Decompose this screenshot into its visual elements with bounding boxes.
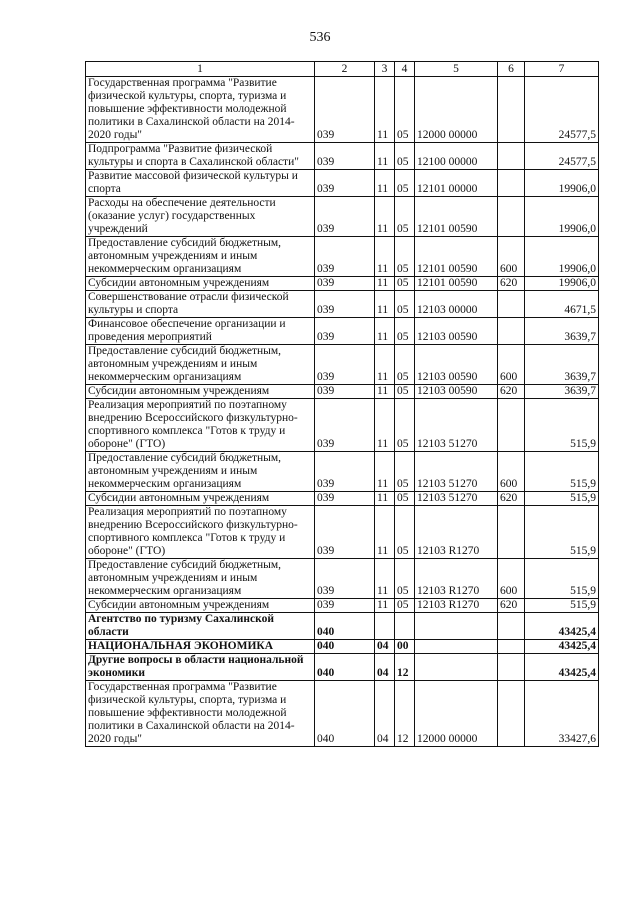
row-subsection-cell bbox=[395, 613, 415, 640]
row-expense-type-cell bbox=[498, 613, 525, 640]
row-target-article-cell: 12103 00590 bbox=[415, 318, 498, 345]
table-row bbox=[86, 599, 599, 613]
row-target-article-cell: 12101 00000 bbox=[415, 170, 498, 197]
row-target-article-cell: 12103 00590 bbox=[415, 345, 498, 385]
row-subsection-cell: 05 bbox=[395, 506, 415, 559]
row-ved-cell: 039 bbox=[315, 77, 375, 143]
row-target-article-cell: 12103 51270 bbox=[415, 492, 498, 506]
row-expense-type-cell: 600 bbox=[498, 452, 525, 492]
row-ved-cell: 039 bbox=[315, 506, 375, 559]
row-target-article-cell bbox=[415, 654, 498, 681]
row-expense-type-cell bbox=[498, 197, 525, 237]
row-target-article-cell: 12103 R1270 bbox=[415, 506, 498, 559]
row-amount-cell: 33427,6 bbox=[525, 681, 599, 747]
row-expense-type-cell bbox=[498, 681, 525, 747]
row-subsection-cell: 05 bbox=[395, 385, 415, 399]
row-ved-cell: 039 bbox=[315, 277, 375, 291]
row-target-article-cell: 12000 00000 bbox=[415, 77, 498, 143]
row-target-article-cell: 12100 00000 bbox=[415, 143, 498, 170]
row-amount-cell: 3639,7 bbox=[525, 385, 599, 399]
row-name-cell: Расходы на обеспечение деятельности (оказание услуг) государственных учреждений bbox=[86, 197, 315, 237]
row-target-article-cell bbox=[415, 613, 498, 640]
row-expense-type-cell: 620 bbox=[498, 277, 525, 291]
row-expense-type-cell bbox=[498, 640, 525, 654]
table-row bbox=[86, 318, 599, 345]
table-row bbox=[86, 399, 599, 452]
header-cell: 3 bbox=[375, 62, 395, 77]
row-ved-cell: 039 bbox=[315, 492, 375, 506]
row-amount-cell: 24577,5 bbox=[525, 77, 599, 143]
table-row bbox=[86, 681, 599, 747]
table-row bbox=[86, 506, 599, 559]
row-amount-cell: 24577,5 bbox=[525, 143, 599, 170]
row-amount-cell: 515,9 bbox=[525, 399, 599, 452]
row-expense-type-cell bbox=[498, 399, 525, 452]
row-expense-type-cell bbox=[498, 77, 525, 143]
row-subsection-cell: 05 bbox=[395, 291, 415, 318]
row-name-cell: Финансовое обеспечение организации и проведения мероприятий bbox=[86, 318, 315, 345]
row-amount-cell: 515,9 bbox=[525, 506, 599, 559]
budget-table bbox=[85, 61, 599, 747]
row-expense-type-cell bbox=[498, 318, 525, 345]
row-amount-cell: 4671,5 bbox=[525, 291, 599, 318]
row-amount-cell: 19906,0 bbox=[525, 197, 599, 237]
row-ved-cell: 039 bbox=[315, 385, 375, 399]
row-section-cell: 04 bbox=[375, 654, 395, 681]
row-ved-cell: 040 bbox=[315, 654, 375, 681]
table-row bbox=[86, 492, 599, 506]
table-row bbox=[86, 237, 599, 277]
table-row bbox=[86, 452, 599, 492]
row-section-cell: 04 bbox=[375, 681, 395, 747]
row-subsection-cell: 05 bbox=[395, 559, 415, 599]
row-expense-type-cell bbox=[498, 143, 525, 170]
row-target-article-cell: 12101 00590 bbox=[415, 197, 498, 237]
row-subsection-cell: 05 bbox=[395, 170, 415, 197]
table-row bbox=[86, 559, 599, 599]
row-target-article-cell: 12000 00000 bbox=[415, 681, 498, 747]
row-section-cell: 11 bbox=[375, 170, 395, 197]
row-amount-cell: 43425,4 bbox=[525, 613, 599, 640]
table-row bbox=[86, 654, 599, 681]
row-ved-cell: 039 bbox=[315, 452, 375, 492]
row-target-article-cell bbox=[415, 640, 498, 654]
row-subsection-cell: 05 bbox=[395, 492, 415, 506]
row-subsection-cell: 05 bbox=[395, 345, 415, 385]
row-amount-cell: 43425,4 bbox=[525, 640, 599, 654]
row-expense-type-cell: 600 bbox=[498, 237, 525, 277]
page-number: 536 bbox=[309, 30, 331, 45]
row-name-cell: Подпрограмма "Развитие физической культуры и спорта в Сахалинской области" bbox=[86, 143, 315, 170]
row-subsection-cell: 05 bbox=[395, 399, 415, 452]
header-cell: 2 bbox=[315, 62, 375, 77]
table-row bbox=[86, 291, 599, 318]
table-row bbox=[86, 385, 599, 399]
row-amount-cell: 19906,0 bbox=[525, 237, 599, 277]
row-section-cell: 11 bbox=[375, 452, 395, 492]
row-section-cell bbox=[375, 613, 395, 640]
row-expense-type-cell bbox=[498, 170, 525, 197]
row-subsection-cell: 12 bbox=[395, 654, 415, 681]
row-expense-type-cell: 600 bbox=[498, 559, 525, 599]
row-ved-cell: 040 bbox=[315, 613, 375, 640]
row-ved-cell: 039 bbox=[315, 197, 375, 237]
row-name-cell: Государственная программа "Развитие физической культуры, спорта, туризма и повышение эффективности молодежной политики в Сахалинской области на 2014-2020 годы" bbox=[86, 77, 315, 143]
row-section-cell: 11 bbox=[375, 599, 395, 613]
row-expense-type-cell bbox=[498, 654, 525, 681]
row-amount-cell: 515,9 bbox=[525, 559, 599, 599]
row-subsection-cell: 05 bbox=[395, 237, 415, 277]
row-target-article-cell: 12103 51270 bbox=[415, 399, 498, 452]
row-section-cell: 11 bbox=[375, 143, 395, 170]
row-expense-type-cell: 620 bbox=[498, 385, 525, 399]
row-subsection-cell: 05 bbox=[395, 277, 415, 291]
row-name-cell: Субсидии автономным учреждениям bbox=[86, 277, 315, 291]
row-section-cell: 11 bbox=[375, 345, 395, 385]
row-name-cell: Предоставление субсидий бюджетным, автономным учреждениям и иным некоммерческим организациям bbox=[86, 237, 315, 277]
row-target-article-cell: 12103 R1270 bbox=[415, 599, 498, 613]
row-target-article-cell: 12103 51270 bbox=[415, 452, 498, 492]
row-expense-type-cell bbox=[498, 291, 525, 318]
table-row bbox=[86, 143, 599, 170]
header-cell: 6 bbox=[498, 62, 525, 77]
table-header-row bbox=[86, 62, 599, 77]
row-name-cell: Реализация мероприятий по поэтапному внедрению Всероссийского физкультурно-спортивного комплекса "Готов к труду и обороне" (ГТО) bbox=[86, 506, 315, 559]
row-ved-cell: 039 bbox=[315, 345, 375, 385]
row-name-cell: Субсидии автономным учреждениям bbox=[86, 599, 315, 613]
row-amount-cell: 19906,0 bbox=[525, 170, 599, 197]
row-ved-cell: 039 bbox=[315, 170, 375, 197]
header-cell: 5 bbox=[415, 62, 498, 77]
row-target-article-cell: 12103 00590 bbox=[415, 385, 498, 399]
row-name-cell: Предоставление субсидий бюджетным, автономным учреждениям и иным некоммерческим организациям bbox=[86, 559, 315, 599]
row-subsection-cell: 05 bbox=[395, 77, 415, 143]
row-amount-cell: 3639,7 bbox=[525, 318, 599, 345]
row-subsection-cell: 12 bbox=[395, 681, 415, 747]
row-amount-cell: 515,9 bbox=[525, 452, 599, 492]
row-section-cell: 11 bbox=[375, 399, 395, 452]
table-row bbox=[86, 640, 599, 654]
table-row bbox=[86, 197, 599, 237]
row-section-cell: 11 bbox=[375, 77, 395, 143]
row-name-cell: Государственная программа "Развитие физической культуры, спорта, туризма и повышение эффективности молодежной политики в Сахалинской области на 2014-2020 годы" bbox=[86, 681, 315, 747]
row-subsection-cell: 05 bbox=[395, 143, 415, 170]
row-section-cell: 11 bbox=[375, 559, 395, 599]
row-amount-cell: 3639,7 bbox=[525, 345, 599, 385]
row-name-cell: Предоставление субсидий бюджетным, автономным учреждениям и иным некоммерческим организациям bbox=[86, 452, 315, 492]
row-expense-type-cell bbox=[498, 506, 525, 559]
row-ved-cell: 039 bbox=[315, 143, 375, 170]
row-target-article-cell: 12103 00000 bbox=[415, 291, 498, 318]
row-name-cell: Совершенствование отрасли физической культуры и спорта bbox=[86, 291, 315, 318]
table-row bbox=[86, 170, 599, 197]
row-name-cell: Другие вопросы в области национальной экономики bbox=[86, 654, 315, 681]
row-expense-type-cell: 620 bbox=[498, 492, 525, 506]
row-section-cell: 11 bbox=[375, 197, 395, 237]
header-cell: 4 bbox=[395, 62, 415, 77]
row-section-cell: 11 bbox=[375, 385, 395, 399]
row-amount-cell: 515,9 bbox=[525, 599, 599, 613]
row-ved-cell: 040 bbox=[315, 640, 375, 654]
row-ved-cell: 039 bbox=[315, 399, 375, 452]
row-ved-cell: 039 bbox=[315, 318, 375, 345]
row-subsection-cell: 05 bbox=[395, 318, 415, 345]
row-section-cell: 04 bbox=[375, 640, 395, 654]
table-row bbox=[86, 277, 599, 291]
row-subsection-cell: 00 bbox=[395, 640, 415, 654]
row-ved-cell: 039 bbox=[315, 599, 375, 613]
row-section-cell: 11 bbox=[375, 277, 395, 291]
row-target-article-cell: 12101 00590 bbox=[415, 237, 498, 277]
row-subsection-cell: 05 bbox=[395, 599, 415, 613]
row-section-cell: 11 bbox=[375, 492, 395, 506]
row-amount-cell: 19906,0 bbox=[525, 277, 599, 291]
row-name-cell: Субсидии автономным учреждениям bbox=[86, 492, 315, 506]
row-name-cell: Агентство по туризму Сахалинской области bbox=[86, 613, 315, 640]
row-target-article-cell: 12103 R1270 bbox=[415, 559, 498, 599]
row-ved-cell: 039 bbox=[315, 291, 375, 318]
row-section-cell: 11 bbox=[375, 506, 395, 559]
row-subsection-cell: 05 bbox=[395, 452, 415, 492]
row-ved-cell: 039 bbox=[315, 237, 375, 277]
row-amount-cell: 515,9 bbox=[525, 492, 599, 506]
row-section-cell: 11 bbox=[375, 291, 395, 318]
row-amount-cell: 43425,4 bbox=[525, 654, 599, 681]
row-name-cell: НАЦИОНАЛЬНАЯ ЭКОНОМИКА bbox=[86, 640, 315, 654]
row-section-cell: 11 bbox=[375, 237, 395, 277]
table-row bbox=[86, 77, 599, 143]
row-ved-cell: 039 bbox=[315, 559, 375, 599]
row-subsection-cell: 05 bbox=[395, 197, 415, 237]
row-name-cell: Субсидии автономным учреждениям bbox=[86, 385, 315, 399]
row-name-cell: Предоставление субсидий бюджетным, автономным учреждениям и иным некоммерческим организациям bbox=[86, 345, 315, 385]
row-section-cell: 11 bbox=[375, 318, 395, 345]
table-row bbox=[86, 613, 599, 640]
row-name-cell: Реализация мероприятий по поэтапному внедрению Всероссийского физкультурно-спортивного комплекса "Готов к труду и обороне" (ГТО) bbox=[86, 399, 315, 452]
row-ved-cell: 040 bbox=[315, 681, 375, 747]
header-cell: 1 bbox=[86, 62, 315, 77]
row-target-article-cell: 12101 00590 bbox=[415, 277, 498, 291]
header-cell: 7 bbox=[525, 62, 599, 77]
row-expense-type-cell: 620 bbox=[498, 599, 525, 613]
row-name-cell: Развитие массовой физической культуры и спорта bbox=[86, 170, 315, 197]
table-row bbox=[86, 345, 599, 385]
row-expense-type-cell: 600 bbox=[498, 345, 525, 385]
